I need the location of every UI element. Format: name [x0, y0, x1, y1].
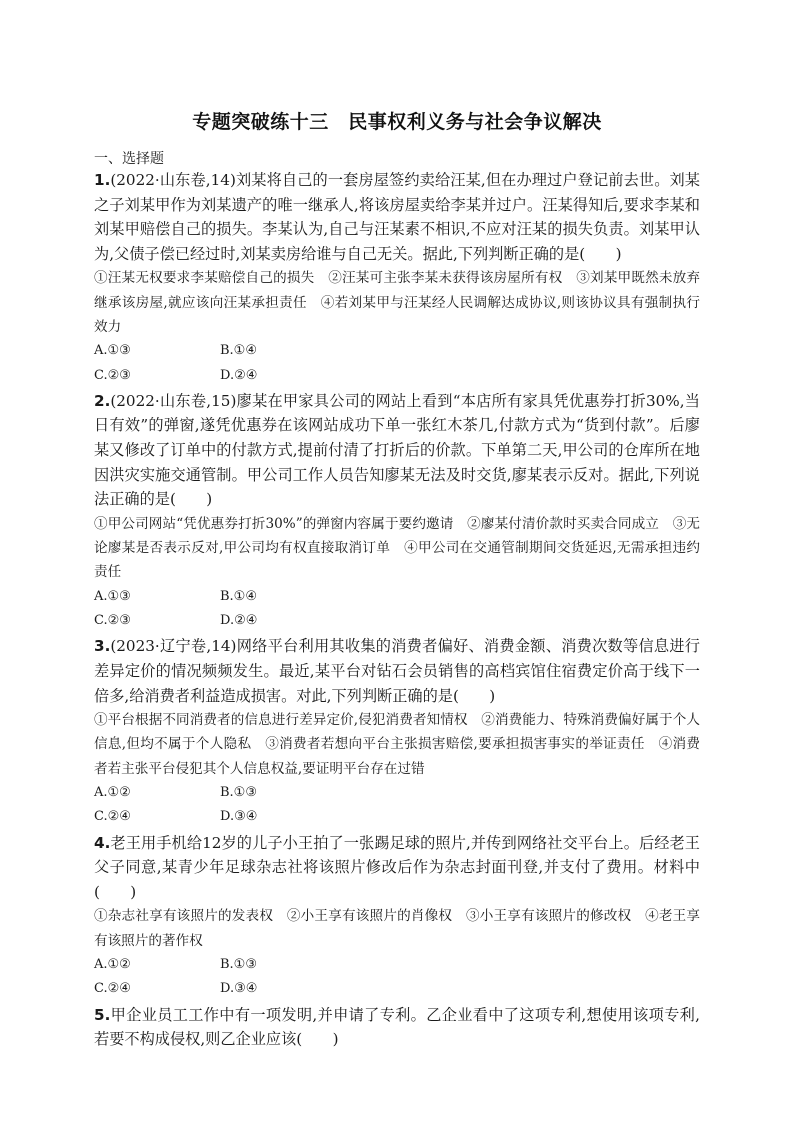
question-2: [94, 389, 700, 633]
section-heading: 一、选择题: [94, 151, 164, 167]
question-stem: [94, 831, 700, 905]
question-statements: ①杂志社享有该照片的发表权 ②小王享有该照片的肖像权 ③小王享有该照片的修改权 ④老王享有该照片的著作权: [94, 908, 700, 949]
choice-a[interactable]: A.①③: [94, 588, 131, 604]
answer-choices: [94, 585, 700, 634]
choice-c[interactable]: C.②④: [94, 981, 131, 997]
question-3: [94, 634, 700, 829]
choice-a[interactable]: A.①③: [94, 343, 131, 359]
question-number: 1.: [94, 171, 111, 189]
question-number: 2.: [94, 391, 111, 410]
question-number: 3.: [94, 637, 111, 656]
question-statements: ①甲公司网站“凭优惠券打折30%”的弹窗内容属于要约邀请 ②廖某付清价款时买卖合同成立 ③无论廖某是否表示反对,甲公司均有权直接取消订单 ④甲公司在交通管制期间交货延迟,无需承担违约责任: [94, 515, 700, 581]
question-text: 老王用手机给12岁的儿子小王拍了一张踢足球的照片,并传到网络社交平台上。后经老王父子同意,某青少年足球杂志社将该照片修改后作为杂志封面刊登,并支付了费用。材料中( ): [94, 833, 700, 901]
choice-d[interactable]: D.③④: [220, 809, 258, 825]
question-4: [94, 831, 700, 1002]
question-stem: [94, 634, 700, 708]
choice-b[interactable]: B.①④: [220, 588, 257, 604]
answer-choices: [94, 953, 700, 1002]
choice-b[interactable]: B.①③: [220, 956, 257, 972]
question-statements: ①汪某无权要求李某赔偿自己的损失 ②汪某可主张李某未获得该房屋所有权 ③刘某甲既然未放弃继承该房屋,就应该向汪某承担责任 ④若刘某甲与汪某经人民调解达成协议,则该协议具有强制执行效力: [94, 270, 700, 335]
page-title: 专题突破练十三 民事权利义务与社会争议解决: [192, 111, 602, 133]
choice-b[interactable]: B.①④: [220, 343, 257, 359]
question-5: [94, 1003, 700, 1052]
question-stem: [94, 389, 700, 512]
answer-choices: [94, 781, 700, 830]
question-text: (2023·辽宁卷,14)网络平台利用其收集的消费者偏好、消费金额、消费次数等信息进行差异定价的情况频频发生。最近,某平台对钻石会员销售的高档宾馆住宿费定价高于线下一倍多,给消费者利益造成损害。对此,下列判断正确的是( ): [94, 637, 700, 705]
question-number: 5.: [94, 1005, 111, 1024]
question-text: (2022·山东卷,14)刘某将自己的一套房屋签约卖给汪某,但在办理过户登记前去世。刘某之子刘某甲作为刘某遗产的唯一继承人,将该房屋卖给李某并过户。汪某得知后,要求李某和刘某甲赔偿自己的损失。李某认为,自己与汪某素不相识,不应对汪某的损失负责。刘某甲认为,父债子偿已经过时,刘某卖房给谁与自己无关。据此,下列判断正确的是( ): [94, 171, 700, 263]
choice-d[interactable]: D.②④: [220, 613, 258, 629]
question-text: (2022·山东卷,15)廖某在甲家具公司的网站上看到“本店所有家具凭优惠券打折30%,当日有效”的弹窗,遂凭优惠券在该网站成功下单一张红木茶几,付款方式为“货到付款”。后廖某又修改了订单中的付款方式,提前付清了打折后的价款。下单第二天,甲公司的仓库所在地因洪灾实施交通管制。甲公司工作人员告知廖某无法及时交货,廖某表示反对。据此,下列说法正确的是( ): [94, 391, 700, 509]
choice-c[interactable]: C.②③: [94, 367, 131, 383]
choice-c[interactable]: C.②③: [94, 613, 131, 629]
choice-d[interactable]: D.③④: [220, 981, 258, 997]
question-stem: [94, 1003, 700, 1052]
question-statements: ①平台根据不同消费者的信息进行差异定价,侵犯消费者知情权 ②消费能力、特殊消费偏好属于个人信息,但均不属于个人隐私 ③消费者若想向平台主张损害赔偿,要承担损害事实的举证责任 ④消费者若主张平台侵犯其个人信息权益,要证明平台存在过错: [94, 712, 700, 777]
choice-d[interactable]: D.②④: [220, 367, 258, 383]
choice-c[interactable]: C.②④: [94, 809, 131, 825]
choice-b[interactable]: B.①③: [220, 784, 257, 800]
answer-choices: [94, 339, 700, 388]
question-number: 4.: [94, 833, 111, 852]
choice-a[interactable]: A.①②: [94, 956, 131, 972]
question-stem: [94, 168, 700, 266]
question-text: 甲企业员工工作中有一项发明,并申请了专利。乙企业看中了这项专利,想使用该项专利,若要不构成侵权,则乙企业应该( ): [94, 1005, 700, 1049]
choice-a[interactable]: A.①②: [94, 784, 131, 800]
question-1: [94, 168, 700, 388]
question-list: [94, 168, 700, 1052]
